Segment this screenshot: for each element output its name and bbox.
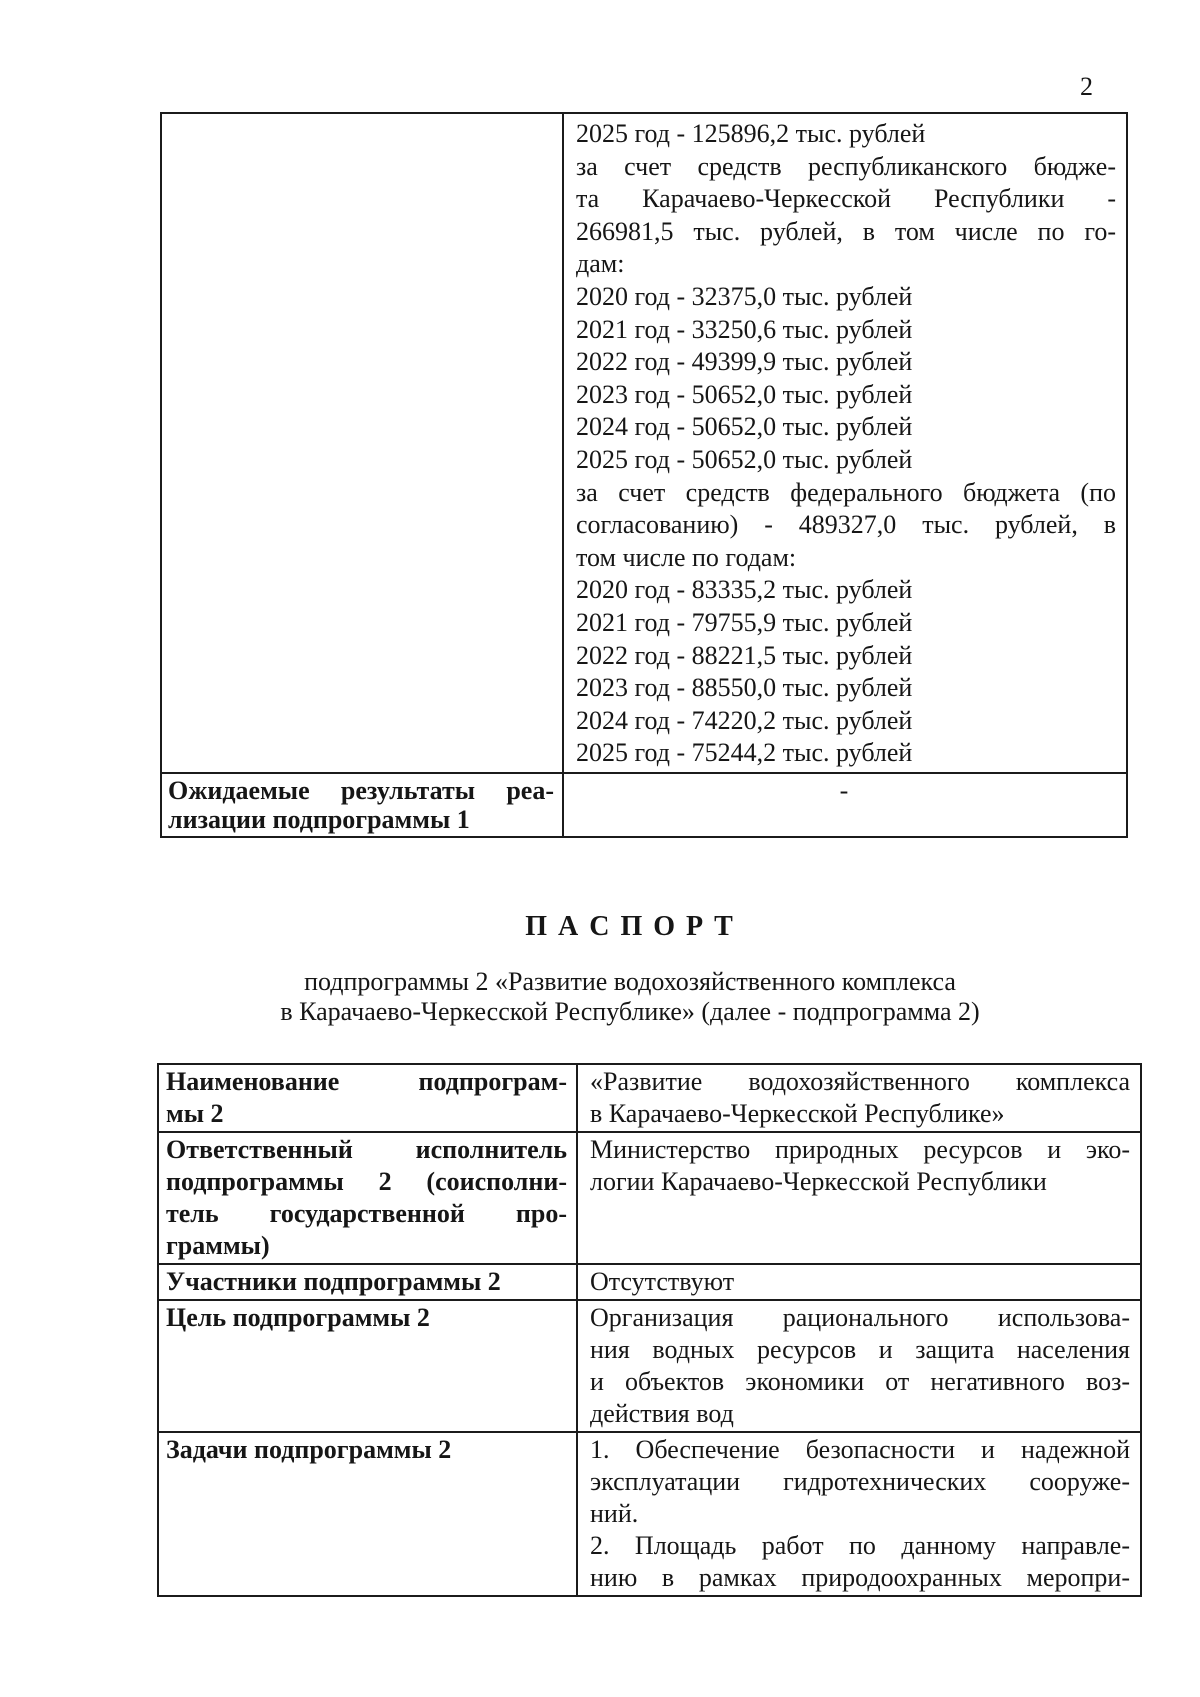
funding-line: дам:	[576, 249, 625, 279]
funding-table	[160, 112, 1128, 838]
funding-line: за счет средств федерального бюджета (по	[576, 477, 1116, 507]
participants-label	[158, 1264, 577, 1300]
subprogram-name-label	[158, 1064, 577, 1132]
funding-line: 266981,5 тыс. рублей, в том числе по го-	[576, 216, 1116, 246]
funding-line: 2022 год - 49399,9 тыс. рублей	[576, 347, 913, 377]
label-line: Цель подпрограммы 2	[166, 1303, 430, 1332]
funding-line: 2024 год - 74220,2 тыс. рублей	[576, 705, 913, 735]
tasks-label	[158, 1432, 577, 1596]
passport-title: П А С П О Р Т	[525, 911, 735, 942]
funding-line: 2020 год - 32375,0 тыс. рублей	[576, 281, 913, 311]
expected-results-value	[563, 773, 1127, 837]
passport-table-body	[158, 1064, 1141, 1596]
funding-line: том числе по годам:	[576, 542, 797, 572]
responsible-executor-label	[158, 1132, 577, 1264]
funding-line: 2024 год - 50652,0 тыс. рублей	[576, 412, 913, 442]
label-line: Задачи подпрограммы 2	[166, 1435, 452, 1464]
funding-row	[161, 113, 1127, 773]
funding-line: 2023 год - 88550,0 тыс. рублей	[576, 673, 913, 703]
passport-subtitle-line: в Карачаево-Черкесской Республике» (далее - подпрограмма 2)	[280, 997, 980, 1026]
label-line: граммы)	[166, 1231, 270, 1260]
value-line: эксплуатации гидротехнических сооруже-	[590, 1467, 1130, 1496]
value-line: «Развитие водохозяйственного комплекса	[590, 1067, 1130, 1096]
label-line: Наименование подпрограм-	[166, 1067, 567, 1096]
value-line: 2. Площадь работ по данному направле-	[590, 1531, 1130, 1560]
funding-line: за счет средств республиканского бюдже-	[576, 151, 1116, 181]
tasks-value	[577, 1432, 1141, 1596]
funding-label-cell-empty	[161, 113, 563, 773]
goal-row	[158, 1300, 1141, 1432]
funding-table-body	[161, 113, 1127, 837]
funding-line: 2021 год - 33250,6 тыс. рублей	[576, 314, 913, 344]
goal-label	[158, 1300, 577, 1432]
value-line: ния водных ресурсов и защита населения	[590, 1335, 1130, 1364]
label-line: Ответственный исполнитель	[166, 1135, 567, 1164]
funding-value-cell	[563, 113, 1127, 773]
label-line: подпрограммы 2 (соисполни-	[166, 1167, 567, 1196]
funding-line: 2022 год - 88221,5 тыс. рублей	[576, 640, 913, 670]
funding-line: та Карачаево-Черкесской Республики -	[576, 184, 1116, 214]
value-line: 1. Обеспечение безопасности и надежной	[590, 1435, 1130, 1464]
funding-line: 2025 год - 50652,0 тыс. рублей	[576, 444, 913, 474]
label-line: Ожидаемые результаты реа-	[168, 775, 554, 805]
value-line: Организация рационального использова-	[590, 1303, 1130, 1332]
funding-line: согласованию) - 489327,0 тыс. рублей, в	[576, 510, 1116, 540]
passport-table	[157, 1063, 1142, 1597]
value-line: нию в рамках природоохранных меропри-	[590, 1563, 1130, 1592]
subprogram-name-value	[577, 1064, 1141, 1132]
value-line: ний.	[590, 1499, 639, 1528]
tasks-row	[158, 1432, 1141, 1596]
page-number: 2	[1080, 72, 1093, 101]
value-line: -	[839, 775, 849, 805]
participants-value	[577, 1264, 1141, 1300]
label-line: мы 2	[166, 1099, 224, 1128]
value-line: действия вод	[590, 1399, 734, 1428]
participants-row	[158, 1264, 1141, 1300]
passport-subtitle-line: подпрограммы 2 «Развитие водохозяйственного комплекса	[304, 967, 956, 996]
funding-line: 2025 год - 75244,2 тыс. рублей	[576, 738, 913, 768]
subprogram-name-row	[158, 1064, 1141, 1132]
expected-results-row	[161, 773, 1127, 837]
responsible-executor-value	[577, 1132, 1141, 1264]
funding-line: 2023 год - 50652,0 тыс. рублей	[576, 379, 913, 409]
label-line: Участники подпрограммы 2	[166, 1267, 501, 1296]
value-line: Министерство природных ресурсов и эко-	[590, 1135, 1130, 1164]
funding-line: 2025 год - 125896,2 тыс. рублей	[576, 119, 926, 148]
value-line: и объектов экономики от негативного воз-	[590, 1367, 1130, 1396]
responsible-executor-row	[158, 1132, 1141, 1264]
label-line: лизации подпрограммы 1	[168, 805, 470, 835]
funding-line: 2020 год - 83335,2 тыс. рублей	[576, 575, 913, 605]
goal-value	[577, 1300, 1141, 1432]
label-line: тель государственной про-	[166, 1199, 567, 1228]
value-line: логии Карачаево-Черкесской Республики	[590, 1167, 1047, 1196]
funding-line: 2021 год - 79755,9 тыс. рублей	[576, 607, 913, 637]
passport-heading	[160, 907, 1100, 1027]
value-line: в Карачаево-Черкесской Республике»	[590, 1099, 1005, 1128]
expected-results-label	[161, 773, 563, 837]
value-line: Отсутствуют	[590, 1267, 735, 1296]
